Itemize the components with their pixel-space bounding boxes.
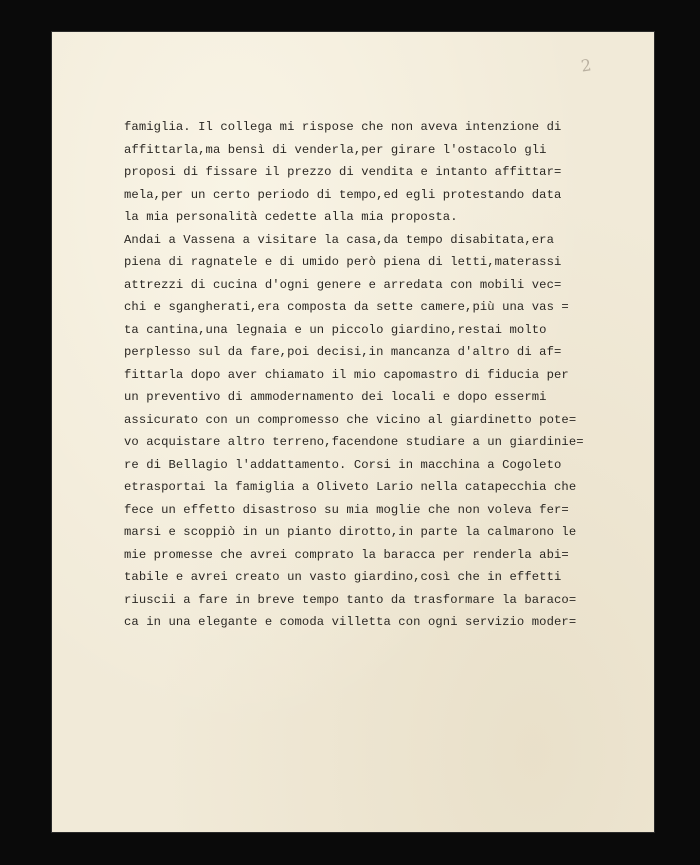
- text-line: famiglia. Il collega mi rispose che non aveva intenzione di: [124, 120, 562, 134]
- text-line: Andai a Vassena a visitare la casa,da tempo disabitata,era: [124, 232, 554, 247]
- text-line: affittarla,ma bensì di venderla,per girare l'ostacolo gli: [124, 142, 547, 157]
- text-line: riuscii a fare in breve tempo tanto da trasformare la baraco=: [124, 592, 577, 607]
- text-line: tabile e avrei creato un vasto giardino,così che in effetti: [124, 570, 562, 584]
- page-number: 2: [579, 55, 593, 76]
- text-line: chi e sgangherati,era composta da sette camere,più una vas =: [124, 300, 569, 314]
- text-line: fece un effetto disastroso su mia moglie che non voleva fer=: [124, 502, 569, 517]
- text-line: un preventivo di ammodernamento dei locali e dopo essermi: [124, 390, 547, 404]
- text-line: re di Bellagio l'addattamento. Corsi in macchina a Cogoleto: [124, 457, 562, 472]
- text-line: vo acquistare altro terreno,facendone studiare a un giardinie=: [124, 435, 584, 449]
- text-line: perplesso sul da fare,poi decisi,in mancanza d'altro di af=: [124, 345, 562, 359]
- text-line: la mia personalità cedette alla mia proposta.: [124, 210, 458, 224]
- text-line: mie promesse che avrei comprato la baracca per renderla abi=: [124, 547, 569, 562]
- text-line: etrasportai la famiglia a Oliveto Lario nella catapecchia che: [124, 480, 577, 494]
- text-line: assicurato con un compromesso che vicino al giardinetto pote=: [124, 412, 577, 427]
- text-line: marsi e scoppiò in un pianto dirotto,in parte la calmarono le: [124, 525, 577, 539]
- text-line: mela,per un certo periodo di tempo,ed egli protestando data: [124, 187, 562, 202]
- text-line: proposi di fissare il prezzo di vendita e intanto affittar=: [124, 165, 562, 179]
- text-line: ta cantina,una legnaia e un piccolo giardino,restai molto: [124, 322, 547, 337]
- text-line: fittarla dopo aver chiamato il mio capomastro di fiducia per: [124, 367, 569, 382]
- typewritten-text-block: [124, 116, 664, 634]
- text-line: piena di ragnatele e di umido però piena di letti,materassi: [124, 255, 562, 269]
- text-line: attrezzi di cucina d'ogni genere e arredata con mobili vec=: [124, 277, 562, 292]
- text-line: ca in una elegante e comoda villetta con ogni servizio moder=: [124, 615, 577, 629]
